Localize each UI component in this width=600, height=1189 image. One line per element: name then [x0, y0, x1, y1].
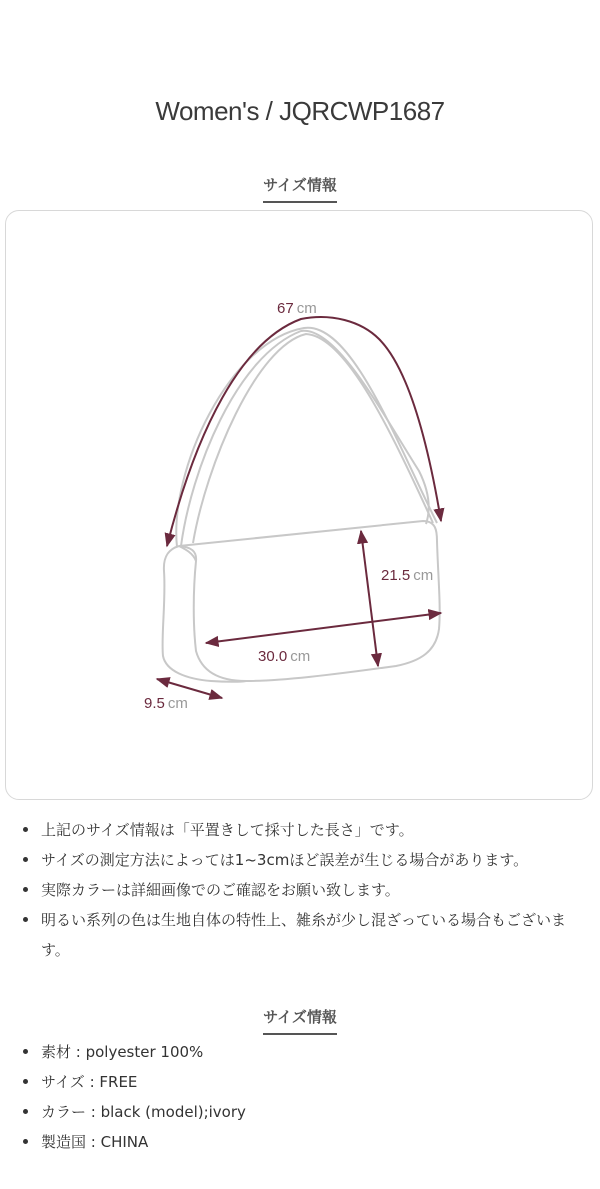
list-item: カラー : black (model);ivory — [20, 1097, 590, 1127]
info-section-heading-text: サイズ情報 — [263, 1006, 337, 1035]
list-item: 製造国 : CHINA — [20, 1127, 590, 1157]
dimension-lines — [157, 317, 441, 698]
depth-dimension-label: 9.5 cm — [144, 695, 188, 712]
width-dimension-line — [206, 613, 441, 643]
list-item: 実際カラーは詳細画像でのご確認をお願い致します。 — [20, 875, 590, 905]
size-notes-list — [20, 815, 590, 965]
list-item: サイズ : FREE — [20, 1067, 590, 1097]
width-dimension-label: 30.0 cm — [258, 648, 311, 665]
list-item: 上記のサイズ情報は「平置きして採寸した長さ」です。 — [20, 815, 590, 845]
info-section-heading — [0, 1006, 600, 1035]
list-item: 明るい系列の色は生地自体の特性上、雑糸が少し混ざっている場合もございます。 — [20, 905, 590, 965]
strap-dimension-line — [167, 317, 441, 546]
bag-strap — [176, 328, 437, 547]
size-diagram — [5, 210, 593, 800]
height-dimension-line — [361, 531, 378, 666]
product-title: Women's / JQRCWP1687 — [155, 96, 445, 126]
list-item: サイズの測定方法によっては1~3cmほど誤差が生じる場合があります。 — [20, 845, 590, 875]
height-dimension-label: 21.5 cm — [381, 567, 434, 584]
list-item: 素材 : polyester 100% — [20, 1037, 590, 1067]
strap-dimension-label: 67 cm — [277, 300, 317, 317]
size-section-heading-text: サイズ情報 — [263, 174, 337, 203]
product-info-list — [20, 1037, 590, 1157]
